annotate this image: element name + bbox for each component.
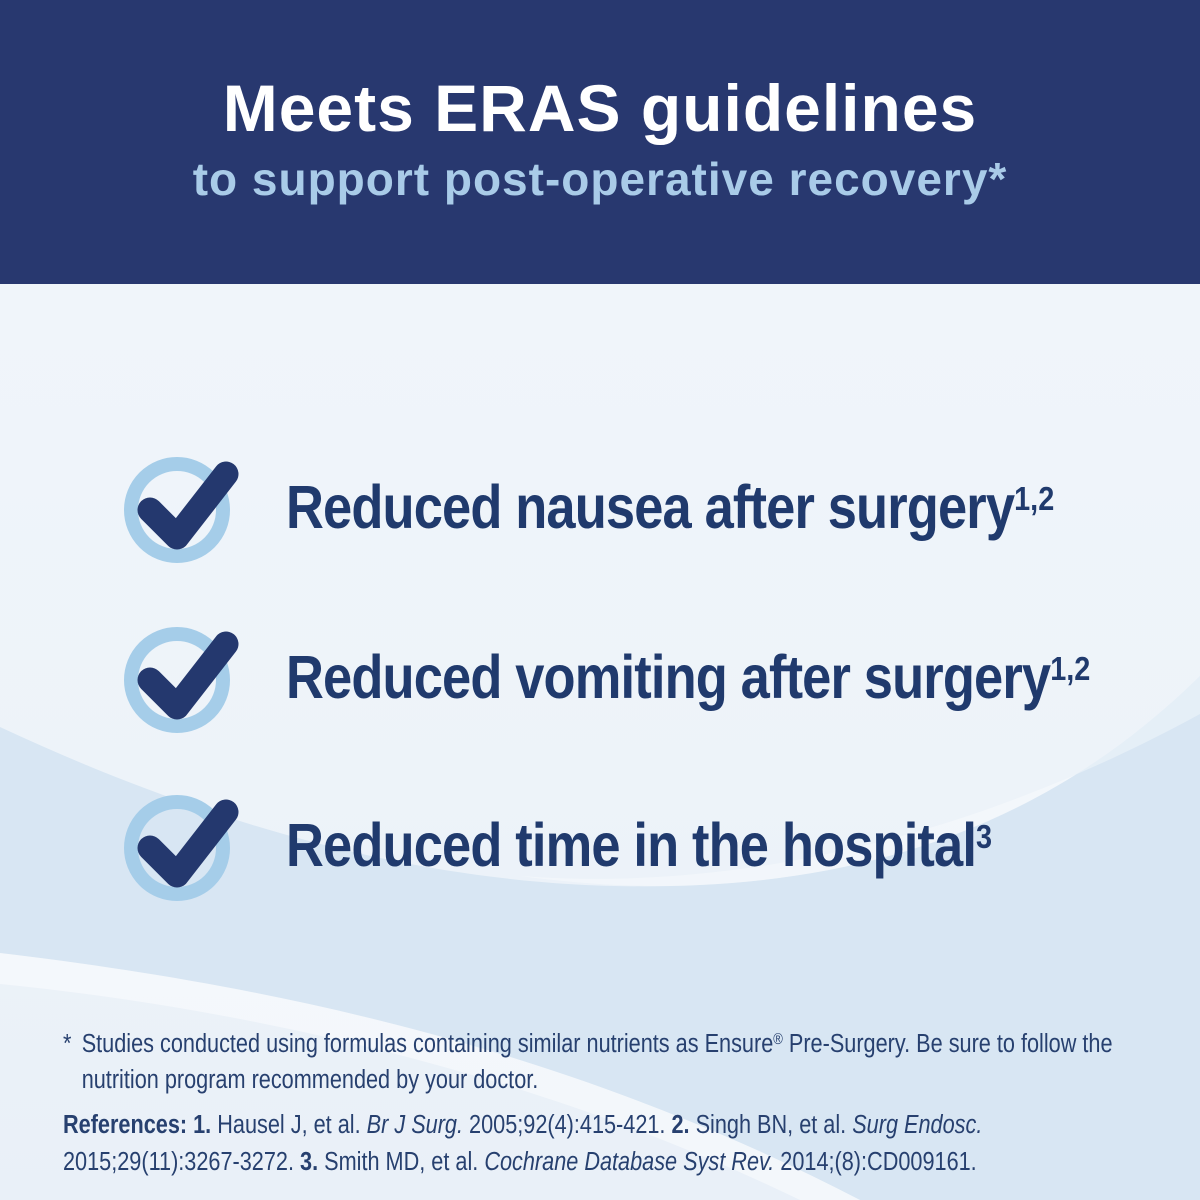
reference-journal: Surg Endosc.: [852, 1111, 983, 1140]
benefit-label: Reduced nausea after surgery: [286, 473, 1015, 541]
reference-authors: Singh BN, et al.: [689, 1111, 853, 1140]
references-label: References:: [63, 1111, 188, 1140]
asterisk-marker: *: [63, 1030, 72, 1058]
study-footnote: [63, 1026, 1143, 1098]
benefit-text: [286, 642, 1090, 712]
page-subtitle: to support post-operative recovery*: [192, 153, 1008, 206]
reference-citation: 2005;92(4):415-421.: [463, 1111, 672, 1140]
footer-notes: [63, 1026, 1143, 1180]
footnote-text-end: Pre-Surgery. Be sure to follow the nutrition program recommended by your doctor.: [81, 1030, 1113, 1095]
benefit-text: [286, 810, 992, 880]
reference-citation: 2015;29(11):3267-3272.: [63, 1147, 301, 1176]
checkmark-icon: [120, 444, 246, 570]
benefit-text: [286, 472, 1054, 542]
reference-number: 2.: [671, 1111, 690, 1140]
checkmark-icon: [120, 782, 246, 908]
page-title: Meets ERAS guidelines: [222, 70, 978, 145]
benefit-reference-superscript: 1,2: [1050, 650, 1091, 688]
reference-journal: Br J Surg.: [366, 1111, 464, 1140]
registered-trademark-symbol: ®: [773, 1031, 783, 1049]
benefit-reference-superscript: 1,2: [1014, 480, 1055, 518]
footnote-text-start: Studies conducted using formulas containing similar nutrients as Ensure: [81, 1030, 774, 1058]
footnote-text: [82, 1026, 1143, 1098]
benefit-row-nausea: [120, 444, 1179, 570]
reference-authors: Hausel J, et al.: [211, 1111, 367, 1140]
reference-journal: Cochrane Database Syst Rev.: [484, 1147, 775, 1176]
benefit-row-hospital-time: [120, 782, 1107, 908]
reference-authors: Smith MD, et al.: [318, 1147, 485, 1176]
references-block: [63, 1107, 1143, 1179]
benefit-row-vomiting: [120, 614, 1200, 740]
benefit-label: Reduced time in the hospital: [286, 811, 977, 879]
reference-number: 1.: [193, 1111, 212, 1140]
reference-number: 3.: [300, 1147, 319, 1176]
header-banner: [0, 0, 1200, 284]
benefit-label: Reduced vomiting after surgery: [286, 643, 1051, 711]
reference-citation: 2014;(8):CD009161.: [774, 1147, 977, 1176]
benefit-reference-superscript: 3: [976, 818, 993, 856]
checkmark-icon: [120, 614, 246, 740]
